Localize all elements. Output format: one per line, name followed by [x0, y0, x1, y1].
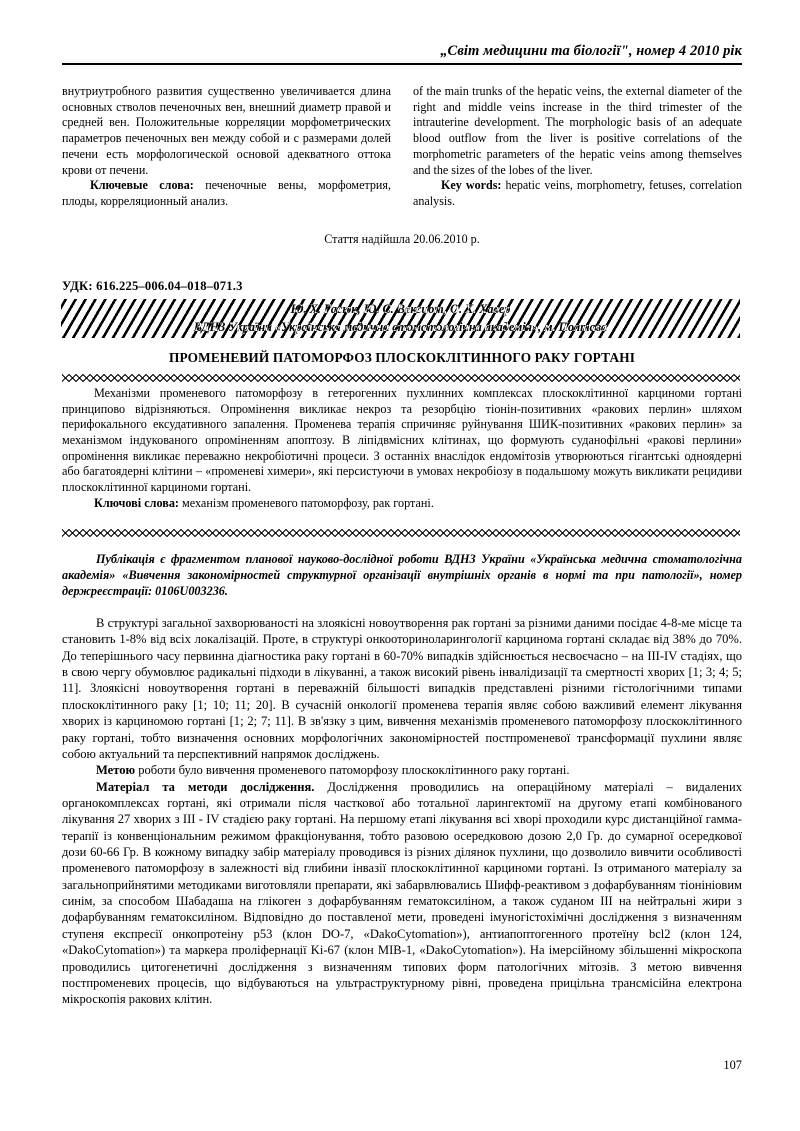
abstract-column-russian: [62, 84, 391, 210]
aim-text: роботи було вивчення променевого патоморфозу плоскоклітинного раку гортані.: [135, 763, 570, 778]
abstract-en-text: of the main trunks of the hepatic veins, the external diameter of the right and middle veins increase in the third trimester of the intrauterine development. The morphologic basis of an adequate blood outflow from the liver is positive correlations of the morphometric parameters of the hepatic veins among themselves and the sizes of the lobes of the liver.: [413, 84, 742, 177]
abstract-ukrainian: [62, 386, 742, 511]
submission-date: Стаття надійшла 20.06.2010 р.: [324, 232, 480, 246]
author-block: [61, 299, 740, 336]
abstract-column-english: [413, 84, 742, 210]
abstract-ru-text: внутриутробного развития существенно увеличивается длина основных стволов печеночных вен, внешний диаметр правой и средней вен. Положительные корреляции морфометрических параметров печеночных вен между собой и с размерами долей печени есть морфологической основой адекватного оттока крови от печени.: [62, 84, 391, 177]
methods-label: Матеріал та методи дослідження.: [96, 779, 315, 794]
aim-label: Метою: [96, 763, 136, 778]
keywords-value-en: hepatic veins, morphometry, fetuses, correlation analysis.: [413, 178, 742, 209]
body-paragraph-methods: [62, 779, 742, 1008]
abstract-ua-keywords: [62, 496, 742, 512]
author-hatched-band: [61, 299, 740, 338]
page-number: 107: [723, 1058, 742, 1072]
author-affiliation: ВДНЗ України «Українська медична стоматологічна академія», м. Полтава: [193, 319, 608, 334]
body-paragraph-introduction: В структурі загальної захворюваності на злоякісні новоутворення рак гортані за різними даними посідає 4-8-ме місце та становить 1-8% від всіх локалізацій. Проте, в структурі онкооториноларингології карцинома гортані складає від 38% до 70%. До теперішнього часу первинна діагностика раку гортані в 60-70% випадків здійснюється несвоєчасно – на ІІІ-ІV стадіях, що в свою чергу обумовлює радикальні підходи в лікуванні, а також високий рівень інвалідизації та смертності хворих [1; 3; 4; 5; 11]. Злоякісні новоутворення гортані в переважній більшості випадків представлені різними гістологічними типами плоскоклітинного раку [1; 10; 11; 20]. В сучасній онкології променева терапія являє собою важливий елемент лікування хворих із карциномою гортані [1; 2; 7; 11]. В зв'язку з цим, вивчення механізмів променевого патоморфозу плоскоклітинного раку гортані, тобто визначення основних морфологічних закономірностей постпроменевої трансформації пухлини являє собою актуальний та перспективний напрямок досліджень.: [62, 616, 742, 761]
udc-code: УДК: 616.225–006.04–018–071.3: [62, 279, 243, 293]
journal-running-head: „Світ медицини та біології", номер 4 2010 рік: [440, 43, 742, 59]
funding-note: [62, 552, 742, 600]
article-title: ПРОМЕНЕВИЙ ПАТОМОРФОЗ ПЛОСКОКЛІТИННОГО РАКУ ГОРТАНІ: [168, 350, 636, 365]
funding-note-text: Публікація є фрагментом планової науково-дослідної роботи ВДНЗ України «Українська медична стоматологічна академія» «Вивчення закономірностей структурної організації внутрішніх органів в нормі та при патології», номер держреєстрації: 0106U003236.: [62, 552, 742, 598]
abstract-en-keywords: [413, 178, 742, 209]
keywords-label-en: Key words:: [441, 178, 502, 193]
body-paragraph-aim: [62, 762, 742, 778]
abstract-columns: [62, 84, 742, 210]
abstract-ru-keywords: [62, 178, 391, 209]
methods-text: Дослідження проводились на операційному матеріалі – видалених органокомплексах гортані, які отримали після часткової або тотальної ларингектомії на другому етапі комбінованого лікування 27 хворих з ІІІ - ІV стадією раку гортані. На першому етапі лікування всі хворі проходили курс дистанційної гамма-терапії із конвенціональним режимом фракціонування, тобто разовою осередковою дозою 2,0 Гр. до сумарної осередкової дози 60-66 Гр. В кожному випадку забір матеріалу проводився із різних ділянок пухлини, що дозволило вивчити особливості променевого патоморфозу в залежності від глибини інвазії плоскоклітинної карциноми гортані. Із отриманого матеріалу за загальноприйнятими методиками виготовляли препарати, які забарвлювались Шифф-реактивом з дофарбуванням тіонініовим синім, за способом Шабадаша на глікоген з дофарбуванням гематоксиліном, а також суданом ІІІ на нейтральні жири з дофарбуванням гематоксиліном. Відповідно до поставленої мети, проведені імуногістохімічні дослідження з визначенням ступеня експресії онкопротеіну р53 (клон DO-7, «DakoCytomation»), антиапоптогенного протеїну bcl2 (клон 124, «DakoCytomation») та маркера проліфернації Ki-67 (клон MIB-1, «DakoCytomation»). На імерсійному збільшенні мікроскопа проводились цитогенетичні дослідження з визначенням типових форм патологічних мітозів. З метою вивчення постпроменевих процесів, що відбуваються на ультраструктурному рівні, проведена прицільна трансмісійна електрона мікроскопія ракових клітин.: [62, 779, 742, 1007]
keywords-label-ua: Ключові слова:: [94, 495, 179, 510]
keywords-value-ru: печеночные вены, морфометрия, плоды, корреляционный анализ.: [62, 178, 391, 209]
zigzag-divider-bottom: [62, 529, 740, 537]
keywords-label-ru: Ключевые слова:: [90, 178, 194, 193]
abstract-ua-text: Механізми променевого патоморфозу в гетерогенних пухлинних комплексах плоскоклітинної карциноми гортані принципово відрізняються. Опромінення викликає некроз та резорбцію тіонін-позитивних «ракових перлин» шляхом перифокального ексудативного запалення. Променева терапія спричиняє руйнування ШИК-позитивних «ракових перлин» за механізмом індукованого опроміненням апоптозу. В ліпідвмісних клітинах, що формують суданофільні «ракові перлини» опромінення викликає переважно некробіотичні процеси. З останніх внаслідок ендомітозів утворюються гігантські одноядерні або багатоядерні клітини – «променеві химери», які персистуючи в умовах некробіозу в подальшому можуть викликати рецидиви плоскоклітинної карциноми гортані.: [62, 386, 742, 495]
page-header: [62, 44, 742, 65]
keywords-value-ua: механізм променевого патоморфозу, рак гортані.: [178, 495, 434, 510]
article-body: [62, 615, 742, 1008]
header-divider: [62, 63, 742, 65]
author-names: Ю. Х. Гасюк, Ю. С. Вексиот, О. Х. Хавер: [290, 302, 511, 316]
zigzag-divider-top: [62, 374, 740, 382]
